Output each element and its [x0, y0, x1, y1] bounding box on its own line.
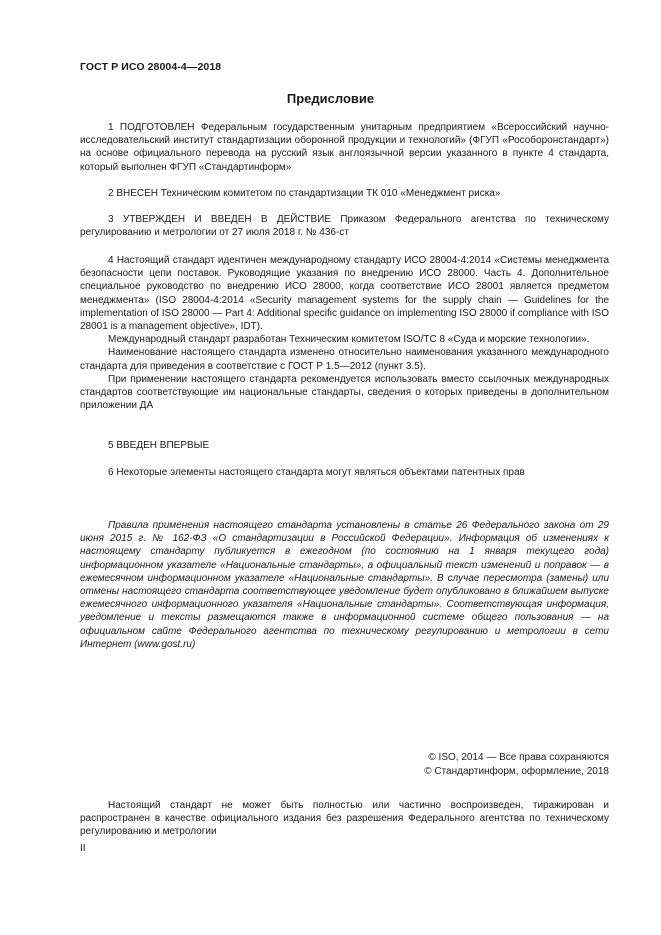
foreword-item-1: [80, 121, 609, 174]
foreword-item-6: [80, 466, 609, 479]
document-code-header: ГОСТ Р ИСО 28004-4—2018: [80, 61, 222, 73]
item-4-name-change-text: Наименование настоящего стандарта изменено относительно наименования указанного международного стандарта для приведения в соответствие с ГОСТ Р 1.5—2012 (пункт 3.5).: [80, 347, 609, 372]
item-4-references-text: При применении настоящего стандарта рекомендуется использовать вместо ссылочных международных стандартов соответствующие им национальные стандарты, сведения о которых приведены в дополнительном приложении ДА: [80, 373, 609, 412]
item-6-text: 6 Некоторые элементы настоящего стандарта могут являться объектами патентных прав: [108, 467, 525, 478]
item-1-text: 1 ПОДГОТОВЛЕН Федеральным государственным унитарным предприятием «Всероссийский научно-исследовательский институт стандартизации оборонной продукции и технологий» (ФГУП «Рособоронстандарт») на основе официального перевода на русский язык англоязычной версии указанного в пункте 4 стандарта, который выполнен ФГУП «Стандартинформ»: [80, 122, 609, 173]
item-4-developer-text: Международный стандарт разработан Техническим комитетом ISO/TC 8 «Суда и морские технологии».: [108, 334, 590, 346]
foreword-heading: Предисловие: [286, 91, 375, 106]
rules-notice-text: Правила применения настоящего стандарта установлены в статье 26 Федерального закона от 29 июня 2015 г. № 162-ФЗ «О стандартизации в Российской Федерации». Информация об изменениях к настоящему стандарту публикуется в ежегодном (по состоянию на 1 января текущего года) информационном указателе «Национальные стандарты», а официальный текст изменений и поправок — в ежемесячном информационном указателе «Национальные стандарты». В случае пересмотра (замены) или отмены настоящего стандарта соответствующее уведомление будет опубликовано в ближайшем выпуске ежемесячного информационного указателя «Национальные стандарты». Соответствующая информация, уведомление и тексты размещаются также в информационной системе общего пользования — на официальном сайте Федерального агентства по техническому регулированию и метрологии в сети Интернет (www.gost.ru): [80, 520, 609, 650]
reproduction-notice: [80, 799, 609, 839]
item-5-text: 5 ВВЕДЕН ВПЕРВЫЕ: [108, 440, 210, 451]
foreword-item-4: [80, 254, 609, 412]
standartinform-copyright: © Стандартинформ, оформление, 2018: [424, 766, 609, 777]
item-3-text: 3 УТВЕРЖДЕН И ВВЕДЕН В ДЕЙСТВИЕ Приказом Федерального агентства по техническому регулированию и метрологии от 27 июля 2018 г. № 436-ст: [80, 214, 609, 239]
reproduction-notice-text: Настоящий стандарт не может быть полностью или частично воспроизведен, тиражирован и распространен в качестве официального издания без разрешения Федерального агентства по техническому регулированию и метрологии: [80, 800, 609, 838]
foreword-item-3: [80, 213, 609, 239]
foreword-item-5: [80, 439, 609, 452]
copyright-block: [80, 751, 609, 779]
page-number: II: [80, 843, 86, 854]
item-4-text: 4 Настоящий стандарт идентичен международному стандарту ИСО 28004-4:2014 «Системы менеджмента безопасности цепи поставок. Руководящие указания по внедрению ИСО 28000. Часть 4. Дополнительное специальное руководство по внедрению ИСО 28000, когда соответствие ИСО 28001 является предметом менеджмента» (ISO 28004-4:2014 «Security management systems for the supply chain — Guidelines for the implementation of ISO 28000 — Part 4: Additional specific guidance on implementing ISO 28000 if compliance with ISO 28001 is a management objective», IDT).: [80, 255, 609, 333]
foreword-item-2: [80, 187, 609, 200]
rules-notice: [80, 519, 609, 651]
iso-copyright: © ISO, 2014 — Все права сохраняются: [428, 752, 609, 763]
item-2-text: 2 ВНЕСЕН Техническим комитетом по стандартизации ТК 010 «Менеджмент риска»: [108, 188, 501, 199]
